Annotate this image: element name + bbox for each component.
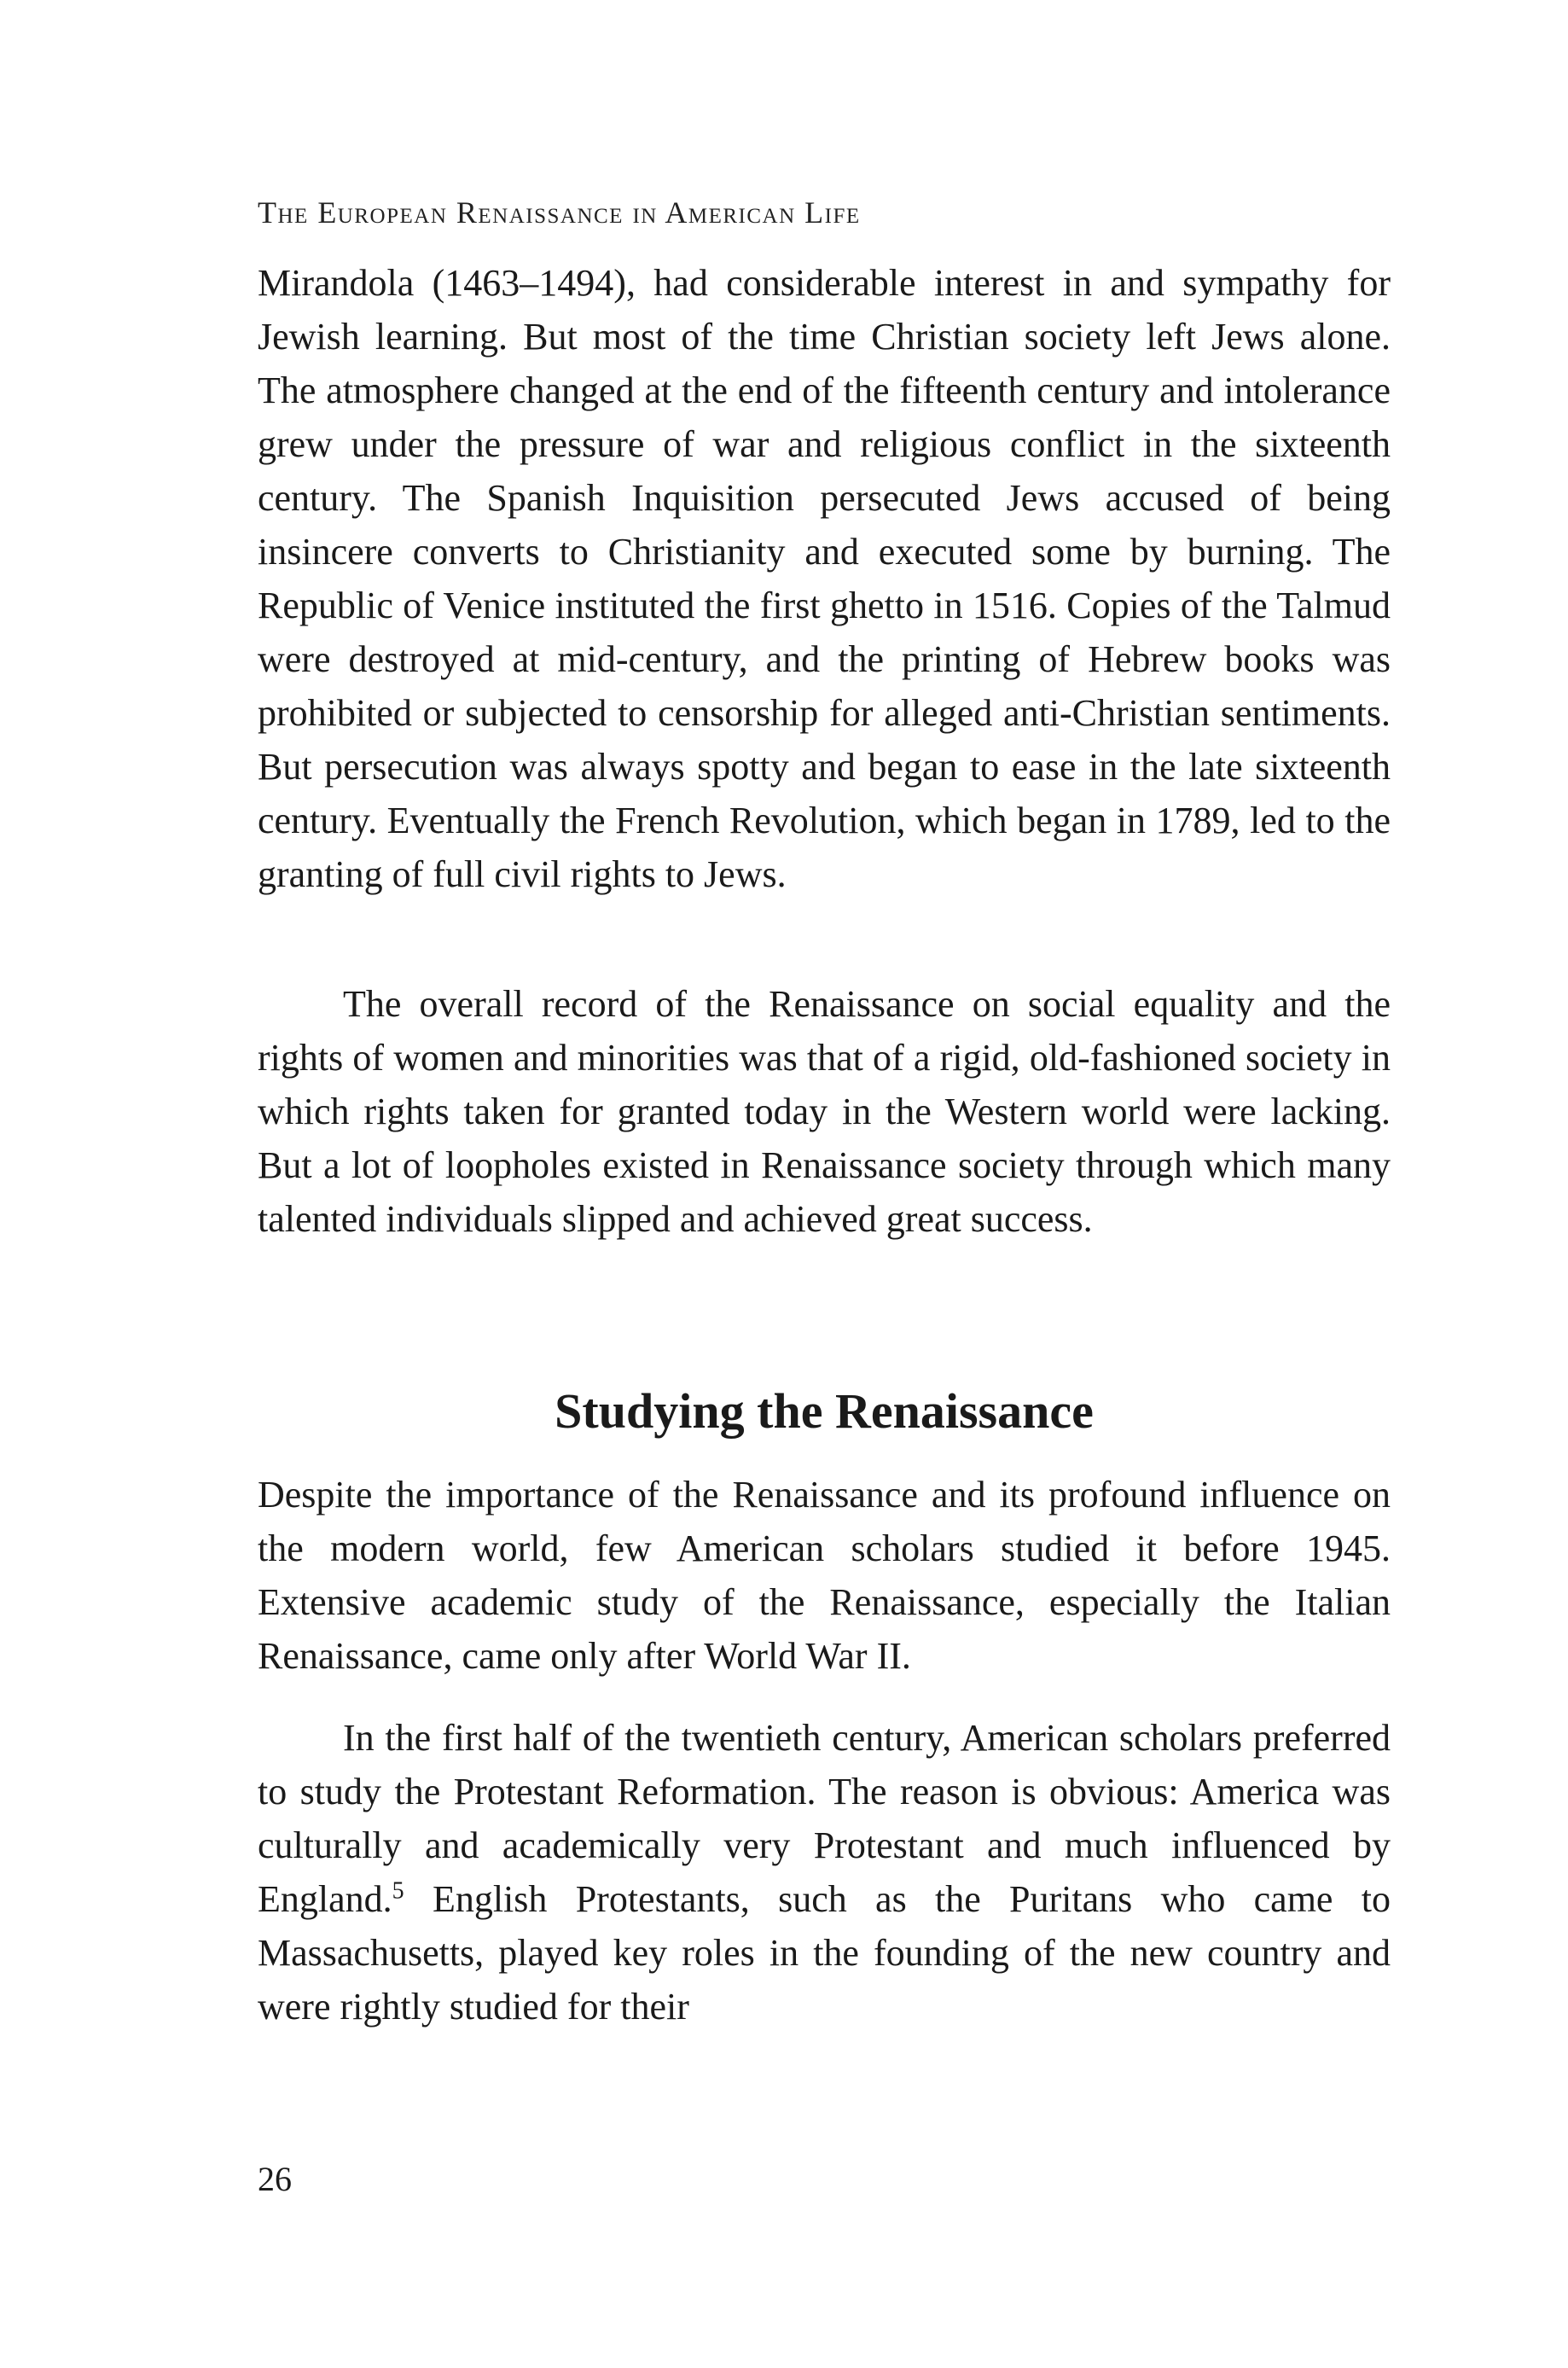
- paragraph-4-text-before: In the first half of the twentieth century, American scholars preferred to study the Protestant Reformation. The reason is obvious: America was culturally and academically very Protestant and much influenced by England.: [258, 1717, 1391, 1920]
- paragraph-3-text: Despite the importance of the Renaissance and its profound influence on the modern world, few American scholars studied it before 1945. Extensive academic study of the Renaissance, especially the Italian Renaissance, came only after World War II.: [258, 1474, 1391, 1677]
- paragraph-1: [258, 256, 1391, 901]
- paragraph-4-text-after: English Protestants, such as the Puritans who came to Massachusetts, played key roles in the founding of the new country and were rightly studied for their: [258, 1878, 1391, 2028]
- paragraph-2-text: The overall record of the Renaissance on social equality and the rights of women and minorities was that of a rigid, old-fashioned society in which rights taken for granted today in the Western world were lacking. But a lot of loopholes existed in Renaissance society through which many talented individuals slipped and achieved great success.: [258, 983, 1391, 1240]
- section-heading: Studying the Renaissance: [555, 1383, 1094, 1439]
- paragraph-4-text: [258, 1711, 1391, 2033]
- page-number: 26: [258, 2160, 292, 2198]
- paragraph-3: [258, 1468, 1391, 1683]
- footnote-marker: 5: [392, 1877, 404, 1905]
- paragraph-1-text: Mirandola (1463–1494), had considerable interest in and sympathy for Jewish learning. But most of the time Christian society left Jews alone. The atmosphere changed at the end of the fifteenth century and intolerance grew under the pressure of war and religious conflict in the sixteenth century. The Spanish Inquisition persecuted Jews accused of being insincere converts to Christianity and executed some by burning. The Republic of Venice instituted the first ghetto in 1516. Copies of the Talmud were destroyed at mid-century, and the printing of Hebrew books was prohibited or subjected to censorship for alleged anti-Christian sentiments. But persecution was always spotty and began to ease in the late sixteenth century. Eventually the French Revolution, which began in 1789, led to the granting of full civil rights to Jews.: [258, 262, 1391, 895]
- paragraph-4: [258, 1711, 1391, 2033]
- running-head: The European Renaissance in American Life: [258, 195, 861, 230]
- paragraph-2: [258, 977, 1391, 1246]
